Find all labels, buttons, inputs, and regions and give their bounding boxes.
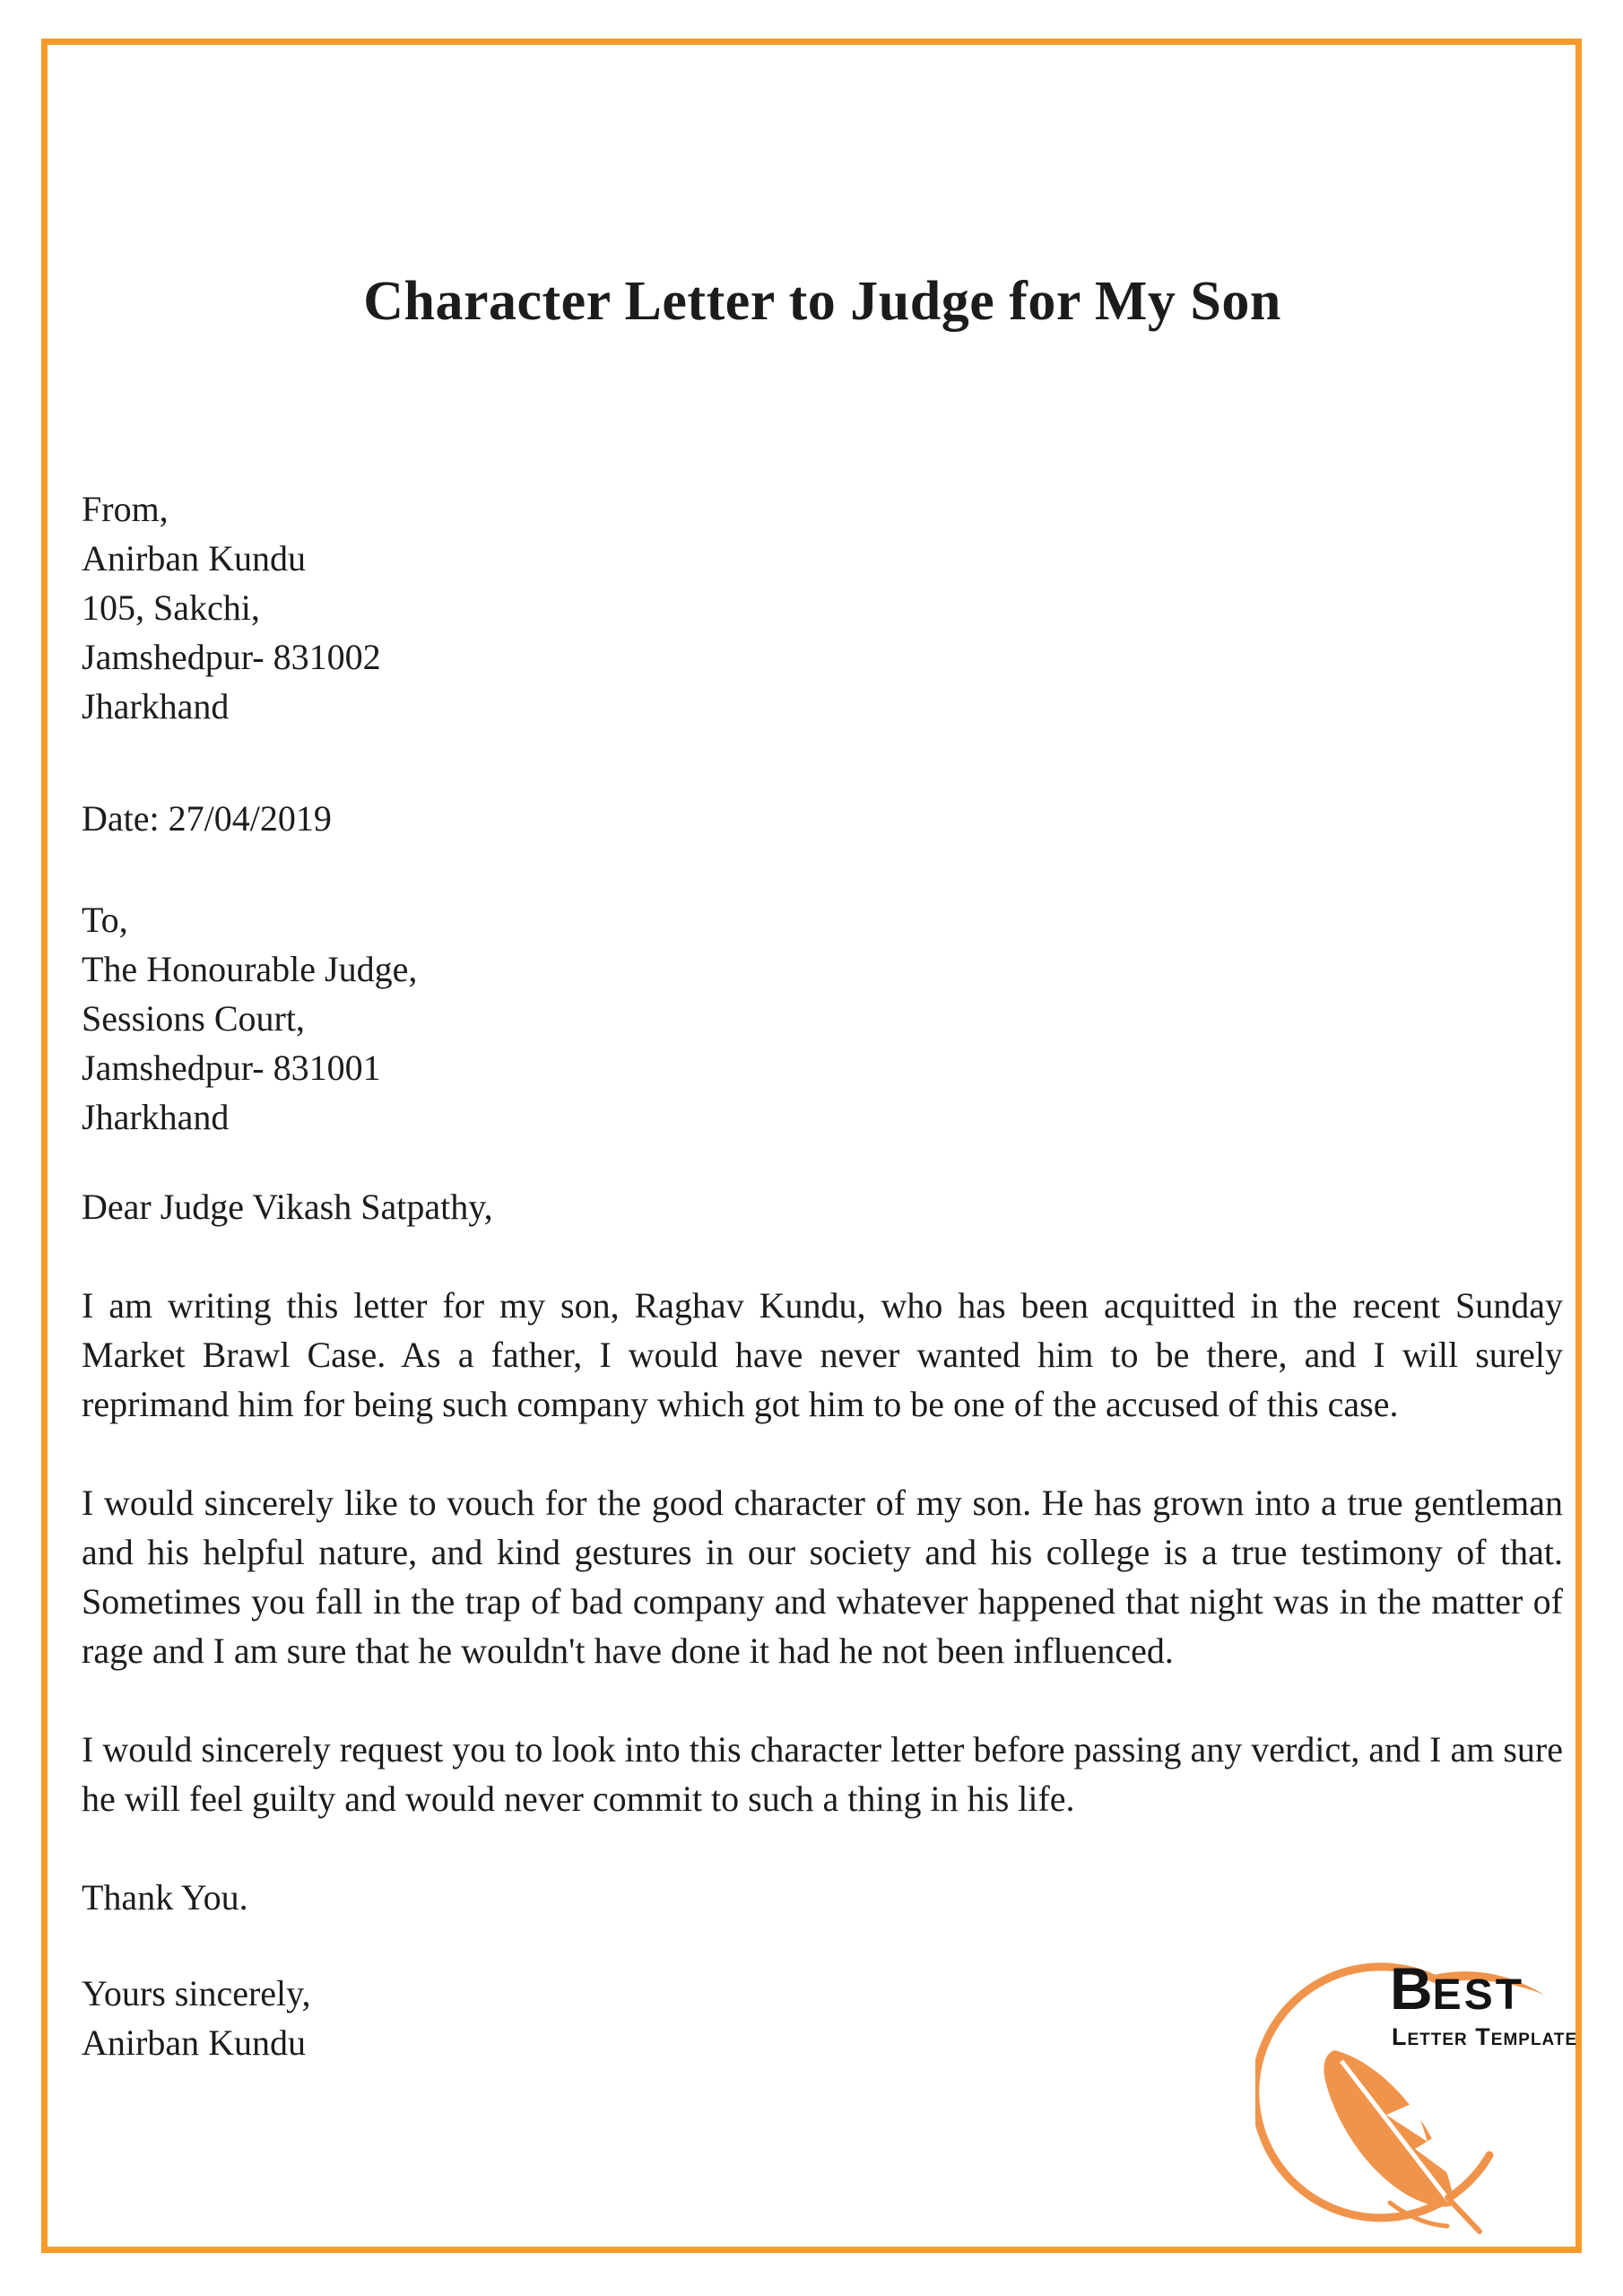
recipient-name: The Honourable Judge, [82, 949, 418, 989]
valediction: Yours sincerely, [82, 1973, 311, 2013]
body-paragraph-2: I would sincerely like to vouch for the good character of my son. He has grown into a true gentleman and his helpful nature, and kind gestures in our society and his college is a true testimony of that. Sometimes you fall in the trap of bad company and whatever happened that night was in the matter of rage and I am sure that he wouldn't have done it had he not been influenced. [82, 1483, 1563, 1671]
signature-name: Anirban Kundu [82, 2022, 306, 2063]
from-label: From, [82, 489, 169, 529]
body-paragraph-1: I am writing this letter for my son, Raghav Kundu, who has been acquitted in the recent Sunday Market Brawl Case. As a father, I would have never wanted him to be there, and I will surely reprimand him for being such company which got him to be one of the accused of this case. [82, 1285, 1563, 1424]
sender-street: 105, Sakchi, [82, 587, 260, 628]
brand-rest: EST [1432, 1971, 1525, 2019]
recipient-address-block [82, 895, 1563, 1142]
recipient-state: Jharkhand [82, 1097, 230, 1137]
brand-logo [1255, 1944, 1583, 2240]
brand-tagline: Letter Template [1392, 2023, 1578, 2050]
sender-city: Jamshedpur- 831002 [82, 637, 381, 677]
brand-wordmark [1390, 1955, 1525, 2025]
salutation: Dear Judge Vikash Satpathy, [82, 1187, 493, 1227]
sender-state: Jharkhand [82, 686, 230, 726]
sender-name: Anirban Kundu [82, 538, 306, 578]
letter-content [48, 45, 1578, 2247]
date-line: Date: 27/04/2019 [82, 798, 332, 839]
body-paragraph-3: I would sincerely request you to look into this character letter before passing any verdict, and I am sure he will feel guilty and would never commit to such a thing in his life. [82, 1729, 1563, 1819]
brand-initial: B [1390, 1955, 1433, 2022]
letter-title: Character Letter to Judge for My Son [363, 271, 1281, 332]
thank-you-line: Thank You. [82, 1877, 248, 1918]
to-label: To, [82, 900, 128, 940]
sender-address-block [82, 484, 1563, 731]
page-border-frame [41, 39, 1582, 2253]
recipient-court: Sessions Court, [82, 998, 305, 1039]
recipient-city: Jamshedpur- 831001 [82, 1048, 381, 1088]
